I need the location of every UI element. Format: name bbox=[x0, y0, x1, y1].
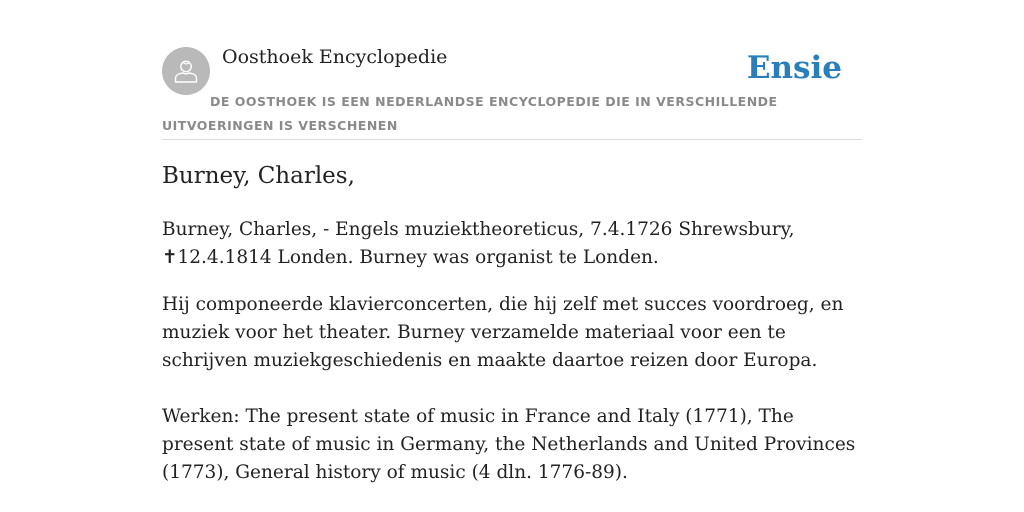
source-name[interactable]: Oosthoek Encyclopedie bbox=[222, 46, 448, 68]
article-title: Burney, Charles, bbox=[162, 163, 355, 189]
article-card bbox=[162, 0, 862, 512]
brand-logo[interactable]: Ensie bbox=[746, 50, 842, 86]
user-avatar-icon[interactable] bbox=[162, 47, 210, 95]
person-outline-icon bbox=[171, 56, 201, 86]
header-divider bbox=[162, 139, 862, 140]
article-paragraph-1: Burney, Charles, - Engels muziektheoreticus, 7.4.1726 Shrewsbury, ✝12.4.1814 Londen. Burney was organist te Londen. bbox=[162, 219, 795, 268]
article-paragraph-3: Werken: The present state of music in France and Italy (1771), The present state of music in Germany, the Netherlands and United Provinces (1773), General history of music (4 dln. 1776-89). bbox=[162, 406, 856, 483]
article-paragraph-2: Hij componeerde klavierconcerten, die hij zelf met succes voordroeg, en muziek voor het theater. Burney verzamelde materiaal voor een te schrijven muziekgeschiedenis en maakte daartoe reizen door Europa. bbox=[162, 294, 844, 371]
source-tagline: DE OOSTHOEK IS EEN NEDERLANDSE ENCYCLOPEDIE DIE IN VERSCHILLENDE UITVOERINGEN IS VERSCHENEN bbox=[162, 94, 778, 133]
